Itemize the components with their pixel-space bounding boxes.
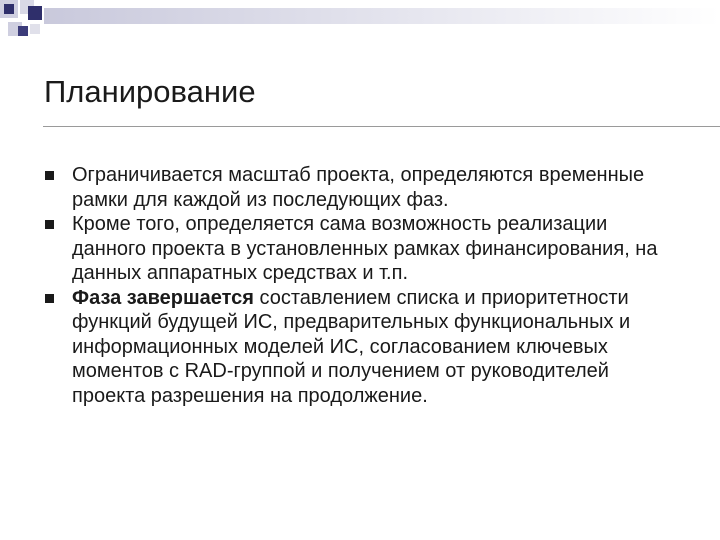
bullet-item-scope bbox=[44, 163, 684, 212]
bullet-bold-lead: Фаза завершается bbox=[72, 286, 254, 309]
bullet-list bbox=[44, 163, 684, 408]
square-bullet-icon bbox=[45, 220, 54, 229]
bullet-text: составлением списка и приоритетности функций будущей ИС, предварительных функциональных и информационных моделей ИС, согласованием ключевых моментов с RAD-группой и получением от руководителей проекта разрешения на продолжение. bbox=[72, 286, 631, 407]
header-fade-bar bbox=[44, 8, 720, 24]
deco-square-light-4 bbox=[30, 24, 40, 34]
deco-square-dark-3 bbox=[18, 26, 28, 36]
bullet-item-phase-completion bbox=[44, 286, 684, 409]
square-bullet-icon bbox=[45, 294, 54, 303]
slide-title: Планирование bbox=[44, 74, 256, 109]
bullet-text: Ограничивается масштаб проекта, определяются временные рамки для каждой из последующих фаз. bbox=[72, 164, 645, 211]
bullet-text: Кроме того, определяется сама возможность реализации данного проекта в установленных рамках финансирования, на данных аппаратных средствах и т.п. bbox=[72, 213, 658, 284]
bullet-item-feasibility bbox=[44, 212, 684, 286]
title-divider bbox=[43, 126, 720, 127]
square-bullet-icon bbox=[45, 171, 54, 180]
deco-square-dark-1 bbox=[4, 4, 14, 14]
decorative-header-squares bbox=[0, 0, 720, 60]
deco-square-dark-2 bbox=[28, 6, 42, 20]
